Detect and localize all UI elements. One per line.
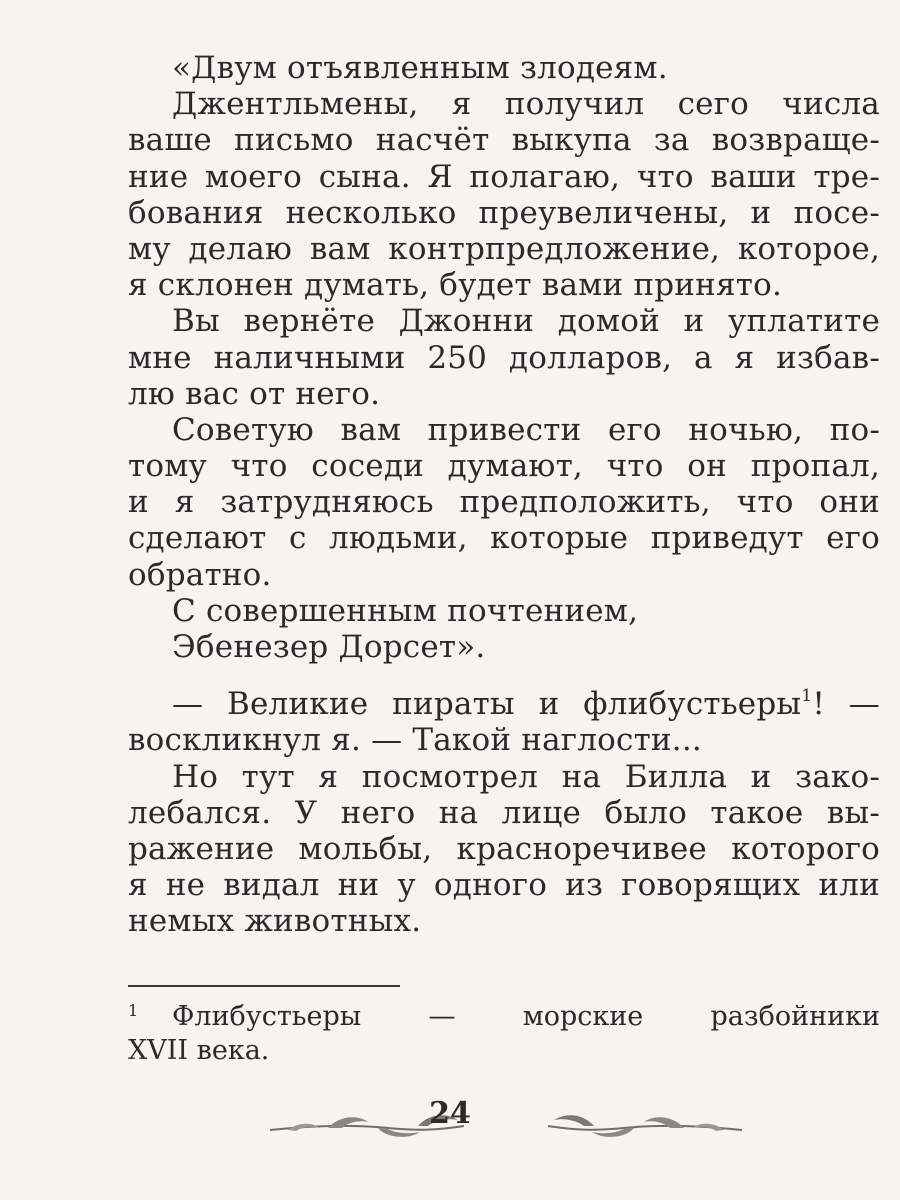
narrative-line: Но тут я посмотрел на Билла и зако- (172, 758, 880, 795)
narrative-text: ! — (812, 686, 880, 723)
narrative-line: воскликнул я. — Такой наглости... (128, 722, 702, 759)
footnote-marker: 1 (128, 1001, 139, 1020)
letter-line: му делаю вам контрпредложение, которое, (128, 230, 880, 267)
footnote-text: Флибустьеры — морские разбойники (172, 1001, 880, 1032)
narrative-line: я не видал ни у одного из говорящих или (128, 867, 880, 904)
narrative-line: немых животных. (128, 903, 422, 940)
letter-line: и я затрудняюсь предположить, что они (128, 484, 880, 521)
page-number: 24 (429, 1096, 471, 1131)
footnote-divider (128, 985, 400, 987)
letter-signature: Эбенезер Дорсет». (172, 629, 486, 665)
footnote (128, 1000, 880, 1068)
letter-line: Джентльмены, я получил сего числа (172, 86, 880, 123)
letter-line: Вы вернёте Джонни домой и уплатите (172, 303, 880, 340)
letter-line: я склонен думать, будет вами принято. (128, 267, 783, 304)
narrative-line: лебался. У него на лице было такое вы- (128, 794, 880, 831)
narrative-line: ражение мольбы, красноречивее которого (128, 830, 880, 867)
letter-line: лю вас от него. (128, 375, 381, 412)
narrative-line (128, 686, 880, 722)
letter-closing: С совершенным почтением, (172, 592, 639, 629)
letter-line: сделают с людьми, которые приведут его (128, 520, 880, 557)
footnote-reference: 1 (801, 686, 813, 707)
letter-line: обратно. (128, 556, 272, 593)
letter-line: Советую вам привести его ночью, по- (172, 411, 880, 448)
letter-line: мне наличными 250 долларов, а я избав- (128, 339, 880, 376)
letter-line: ваше письмо насчёт выкупа за возвраще- (128, 122, 880, 159)
main-text (128, 50, 880, 940)
footnote-line: XVII века. (128, 1035, 270, 1066)
footnote-line (128, 1000, 880, 1034)
letter-line: ние моего сына. Я полагаю, что ваши тре- (128, 158, 880, 195)
narrative-text: — Великие пираты и флибустьеры (172, 686, 802, 723)
letter-line: «Двум отъявленным злодеям. (172, 50, 668, 86)
letter-line: тому что соседи думают, что он пропал, (128, 448, 880, 485)
letter-line: бования несколько преувеличены, и посе- (128, 194, 880, 231)
